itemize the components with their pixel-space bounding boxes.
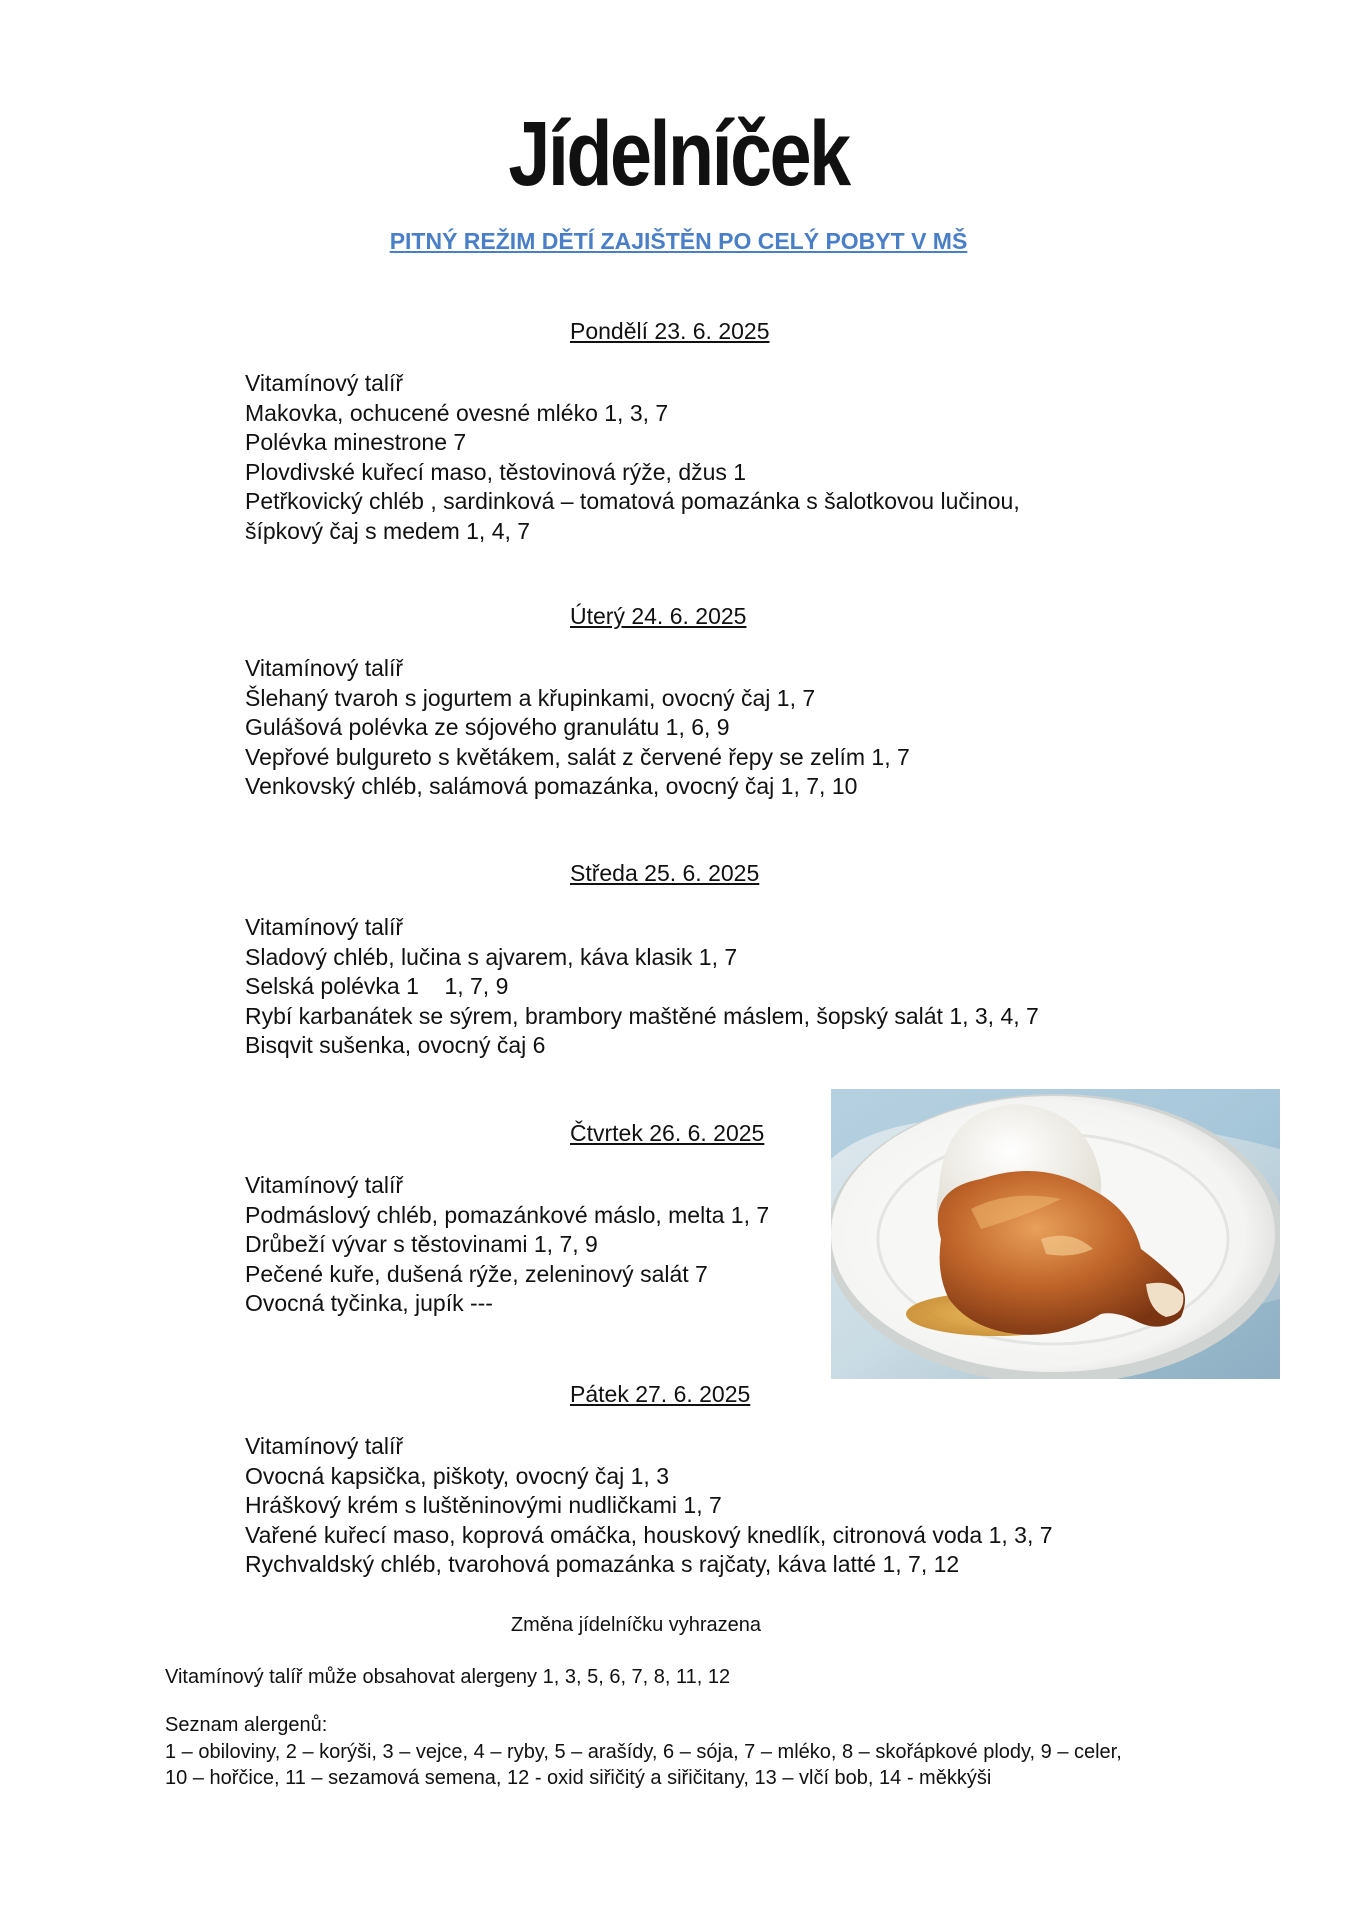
menu-line: Drůbeží vývar s těstovinami 1, 7, 9: [245, 1231, 598, 1257]
menu-line: Šlehaný tvaroh s jogurtem a křupinkami, ovocný čaj 1, 7: [245, 684, 816, 711]
roast-chicken-photo: [831, 1089, 1280, 1379]
menu-line: Vitamínový talíř: [245, 1172, 404, 1198]
menu-line: Petřkovický chléb , sardinková – tomatová pomazánka s šalotkovou lučinou,: [245, 488, 1020, 514]
menu-line: Ovocná tyčinka, jupík ---: [245, 1290, 493, 1316]
menu-line: šípkový čaj s medem 1, 4, 7: [245, 517, 531, 544]
drinking-regime-subtitle: PITNÝ REŽIM DĚTÍ ZAJIŠTĚN PO CELÝ POBYT V MŠ: [389, 228, 968, 254]
allergen-list-heading: Seznam alergenů:: [165, 1714, 328, 1736]
menu-line: Vitamínový talíř: [245, 1433, 404, 1459]
day-heading-friday: Pátek 27. 6. 2025: [570, 1381, 751, 1407]
day-heading-thursday: Čtvrtek 26. 6. 2025: [570, 1120, 765, 1146]
allergen-list-line: 1 – obiloviny, 2 – korýši, 3 – vejce, 4 – ryby, 5 – arašídy, 6 – sója, 7 – mléko, 8 – skořápkové plody, 9 – celer,: [165, 1741, 1122, 1763]
menu-line: Podmáslový chléb, pomazánkové máslo, melta 1, 7: [245, 1201, 770, 1228]
menu-change-notice: Změna jídelníčku vyhrazena: [510, 1614, 762, 1636]
menu-line: Sladový chléb, lučina s ajvarem, káva klasik 1, 7: [245, 943, 738, 970]
menu-line: Venkovský chléb, salámová pomazánka, ovocný čaj 1, 7, 10: [245, 773, 858, 799]
menu-line: Vařené kuřecí maso, koprová omáčka, houskový knedlík, citronová voda 1, 3, 7: [245, 1521, 1053, 1548]
menu-line: Vitamínový talíř: [245, 914, 404, 940]
menu-line: Hráškový krém s luštěninovými nudličkami 1, 7: [245, 1492, 722, 1518]
allergen-list-line: 10 – hořčice, 11 – sezamová semena, 12 - oxid siřičitý a siřičitany, 13 – vlčí bob, 14 - měkkýši: [165, 1767, 992, 1789]
menu-line: Polévka minestrone 7: [245, 429, 467, 455]
menu-line: Makovka, ochucené ovesné mléko 1, 3, 7: [245, 399, 669, 426]
menu-line: Selská polévka 1 1, 7, 9: [245, 973, 509, 999]
menu-monday: [245, 369, 1020, 546]
menu-line: Gulášová polévka ze sójového granulátu 1, 6, 9: [245, 714, 730, 740]
menu-thursday: [245, 1171, 769, 1319]
day-heading-wednesday: Středa 25. 6. 2025: [570, 860, 760, 886]
menu-line: Ovocná kapsička, piškoty, ovocný čaj 1, 3: [245, 1462, 669, 1489]
vitamin-plate-allergen-note: Vitamínový talíř může obsahovat alergeny 1, 3, 5, 6, 7, 8, 11, 12: [165, 1666, 731, 1688]
menu-line: Vitamínový talíř: [245, 370, 404, 396]
day-heading-monday: Pondělí 23. 6. 2025: [570, 318, 770, 344]
menu-line: Vitamínový talíř: [245, 655, 404, 681]
menu-wednesday: [245, 913, 1039, 1061]
menu-line: Pečené kuře, dušená rýže, zeleninový salát 7: [245, 1260, 708, 1287]
menu-line: Rychvaldský chléb, tvarohová pomazánka s rajčaty, káva latté 1, 7, 12: [245, 1551, 960, 1577]
page-title: Jídelníček: [508, 103, 849, 205]
menu-line: Vepřové bulgureto s květákem, salát z červené řepy se zelím 1, 7: [245, 743, 910, 770]
menu-friday: [245, 1432, 1053, 1580]
menu-line: Plovdivské kuřecí maso, těstovinová rýže, džus 1: [245, 458, 747, 485]
menu-tuesday: [245, 654, 910, 802]
menu-line: Bisqvit sušenka, ovocný čaj 6: [245, 1032, 546, 1058]
day-heading-tuesday: Úterý 24. 6. 2025: [570, 603, 747, 629]
menu-line: Rybí karbanátek se sýrem, brambory maštěné máslem, šopský salát 1, 3, 4, 7: [245, 1002, 1039, 1029]
